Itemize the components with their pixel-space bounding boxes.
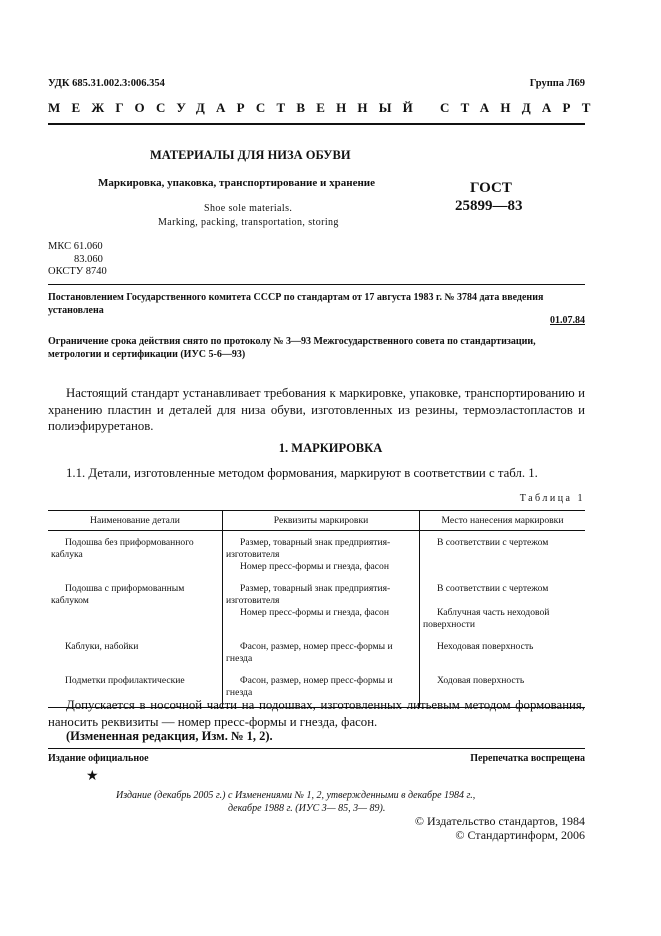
marking-location: В соответствии с чертежом	[437, 537, 549, 548]
mks-code-1: МКС 61.060	[48, 241, 103, 252]
okstu-code: ОКСТУ 8740	[48, 266, 107, 277]
table-row	[48, 581, 585, 639]
requisite-line: Размер, товарный знак предприятия-изготовителя	[226, 537, 391, 560]
group-code: Группа Л69	[529, 78, 585, 89]
part-name: Подошва с приформованным каблуком	[51, 583, 185, 606]
note-paragraph: Допускается в носочной части на подошвах, изготовленных литьевым методом формования, наносить реквизиты — номер пресс-формы и гнезда, фасон.	[48, 698, 585, 729]
official-edition: Издание официальное	[48, 753, 149, 764]
introduction-date: 01.07.84	[550, 315, 585, 326]
decree-text: Постановлением Государственного комитета СССР по стандартам от 17 августа 1983 г. № 3784 дата введения установлена	[48, 292, 544, 316]
table-row	[48, 639, 585, 673]
requisite-line: Фасон, размер, номер пресс-формы и гнезда	[226, 641, 393, 664]
requisite-line: Размер, товарный знак предприятия-изготовителя	[226, 583, 391, 606]
marking-location: В соответствии с чертежом	[437, 583, 549, 594]
marking-location: Каблучная часть неходовой поверхности	[423, 607, 550, 630]
part-name: Каблуки, набойки	[65, 641, 139, 652]
requisite-line: Номер пресс-формы и гнезда, фасон	[240, 561, 389, 572]
reprint-prohibited: Перепечатка воспрещена	[470, 753, 585, 764]
requisite-line: Фасон, размер, номер пресс-формы и гнезда	[226, 675, 393, 698]
amendment-note: (Измененная редакция, Изм. № 1, 2).	[66, 729, 273, 743]
column-header-part: Наименование детали	[48, 511, 223, 531]
intro-paragraph: Настоящий стандарт устанавливает требования к маркировке, упаковке, транспортированию и хранению пластин и деталей для низа обуви, изготовленных из резины, термоэластопластов и полиэфируретанов.	[48, 386, 585, 433]
english-title-line2: Marking, packing, transportation, storing	[158, 217, 339, 228]
codes-rule	[48, 284, 585, 285]
top-rule	[48, 123, 585, 125]
star-icon: ★	[86, 768, 99, 784]
clause-1-1: 1.1. Детали, изготовленные методом формования, маркируют в соответствии с табл. 1.	[66, 466, 538, 480]
requisite-line: Номер пресс-формы и гнезда, фасон	[240, 607, 389, 618]
table-header-row	[48, 511, 585, 531]
gost-label: ГОСТ	[470, 180, 512, 196]
standard-subtitle: Маркировка, упаковка, транспортирование и хранение	[98, 177, 376, 189]
marking-location: Неходовая поверхность	[437, 641, 534, 652]
edition-info-line1: Издание (декабрь 2005 г.) с Изменениями № 1, 2, утвержденными в декабре 1984 г.,	[116, 790, 476, 801]
banner-interstate: МЕЖГОСУДАРСТВЕННЫЙ	[48, 100, 424, 115]
column-header-location: Место нанесения маркировки	[420, 511, 586, 531]
udk-code: УДК 685.31.002.3:006.354	[48, 78, 165, 89]
table-caption: Таблица 1	[519, 493, 585, 504]
section-heading-marking: 1. МАРКИРОВКА	[278, 441, 383, 455]
part-name: Подошва без приформованного каблука	[51, 537, 194, 560]
edition-info-line2: декабре 1988 г. (ИУС 3— 85, 3— 89).	[228, 803, 386, 814]
copyright-line-2: © Стандартинформ, 2006	[455, 828, 585, 842]
mks-code-2: 83.060	[74, 254, 103, 265]
table-row	[48, 531, 585, 582]
gost-number: 25899—83	[455, 198, 523, 214]
marking-table	[48, 510, 585, 708]
english-title-line1: Shoe sole materials.	[204, 203, 293, 214]
banner-standard: СТАНДАРТ	[440, 100, 602, 115]
part-name: Подметки профилактические	[65, 675, 185, 686]
copyright-line-1: © Издательство стандартов, 1984	[414, 814, 585, 828]
standard-title: МАТЕРИАЛЫ ДЛЯ НИЗА ОБУВИ	[150, 148, 351, 162]
marking-location: Ходовая поверхность	[437, 675, 525, 686]
footer-rule	[48, 748, 585, 749]
column-header-requisites: Реквизиты маркировки	[223, 511, 420, 531]
limitation-text: Ограничение срока действия снято по протоколу № 3—93 Межгосударственного совета по стандартизации, метрологии и сертификации (ИУС 5-6—93)	[48, 336, 536, 360]
